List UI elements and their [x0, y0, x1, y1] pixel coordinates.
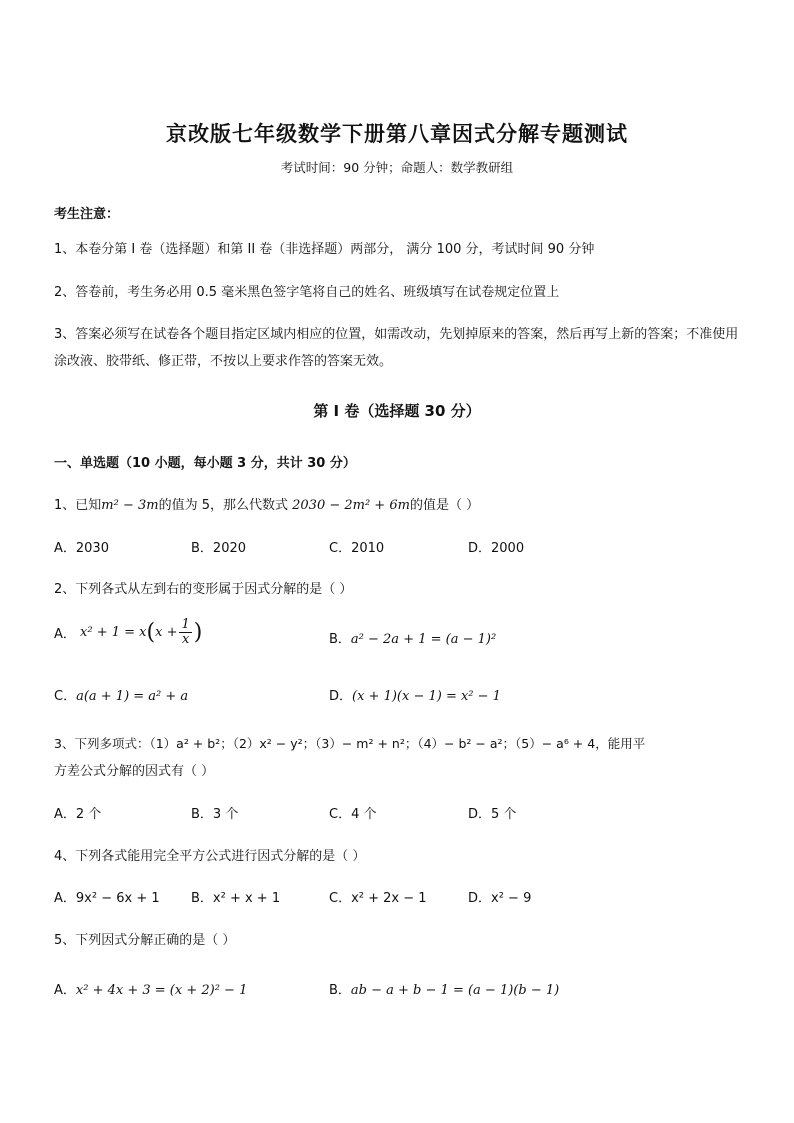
- q4-option-a[interactable]: A．9x² − 6x + 1: [54, 891, 160, 906]
- q2-option-a[interactable]: A． x² + 1 = x(x + $\frac{1}{x}$ ): [54, 617, 203, 647]
- q3-option-a[interactable]: A．2 个: [54, 807, 102, 822]
- fraction-one-over-x: $\frac{1}{x}$: [181, 617, 190, 647]
- q3-option-c[interactable]: C．4 个: [329, 807, 377, 822]
- q1-expression-1: m² − 3m: [101, 498, 159, 513]
- q1-expression-2: 2030 − 2m² + 6m: [292, 498, 410, 513]
- question-3-stem-line-2: 方差公式分解的因式有（ ）: [54, 764, 215, 779]
- exam-info: 考试时间：90 分钟；命题人：数学教研组: [280, 160, 514, 175]
- page-title: 京改版七年级数学下册第八章因式分解专题测试: [166, 121, 628, 146]
- question-4-stem: 4、下列各式能用完全平方公式进行因式分解的是（ ）: [54, 849, 366, 864]
- notice-heading: 考生注意：: [54, 207, 120, 222]
- q4-option-d[interactable]: D．x² − 9: [468, 891, 532, 906]
- notice-item-1: 1、本卷分第 I 卷（选择题）和第 II 卷（非选择题）两部分， 满分 100 分，考试时间 90 分钟: [54, 242, 595, 257]
- left-paren: (: [146, 620, 156, 645]
- q4-option-c[interactable]: C．x² + 2x − 1: [329, 891, 427, 906]
- q4-option-b[interactable]: B．x² + x + 1: [191, 891, 281, 906]
- q1-option-b[interactable]: B．2020: [191, 541, 247, 556]
- question-3-stem-line-1: 3、下列多项式：（1）a² + b²；（2）x² − y²；（3）− m² + n²；（4）− b² − a²；（5）− a⁶ + 4，能用平: [54, 736, 646, 751]
- q3-option-d[interactable]: D．5 个: [468, 807, 517, 822]
- q5-option-b[interactable]: B．ab − a + b − 1 = (a − 1)(b − 1): [329, 983, 560, 998]
- q2-option-c[interactable]: C．a(a + 1) = a² + a: [54, 689, 189, 704]
- question-2-stem: 2、下列各式从左到右的变形属于因式分解的是（ ）: [54, 582, 353, 597]
- q2-option-b[interactable]: B．a² − 2a + 1 = (a − 1)²: [329, 632, 497, 647]
- q1-option-c[interactable]: C．2010: [329, 541, 385, 556]
- section-title: 第 I 卷（选择题 30 分）: [313, 402, 481, 420]
- question-1-stem: 1、已知m² − 3m的值为 5，那么代数式 2030 − 2m² + 6m的值是（ ）: [54, 498, 480, 513]
- question-5-stem: 5、下列因式分解正确的是（ ）: [54, 933, 236, 948]
- q2-option-d[interactable]: D．(x + 1)(x − 1) = x² − 1: [329, 689, 501, 704]
- q1-option-d[interactable]: D．2000: [468, 541, 525, 556]
- part-heading: 一、单选题（10 小题，每小题 3 分，共计 30 分）: [54, 456, 356, 471]
- notice-item-2: 2、答卷前，考生务必用 0.5 毫米黑色签字笔将自己的姓名、班级填写在试卷规定位置上: [54, 285, 560, 300]
- notice-item-3: 3、答案必须写在试卷各个题目指定区域内相应的位置，如需改动，先划掉原来的答案，然后再写上新的答案；不准使用涂改液、胶带纸、修正带，不按以上要求作答的答案无效。: [54, 327, 739, 369]
- q1-option-a[interactable]: A．2030: [54, 541, 109, 556]
- q3-option-b[interactable]: B．3 个: [191, 807, 239, 822]
- right-paren: ): [193, 620, 203, 645]
- q5-option-a[interactable]: A．x² + 4x + 3 = (x + 2)² − 1: [54, 983, 248, 998]
